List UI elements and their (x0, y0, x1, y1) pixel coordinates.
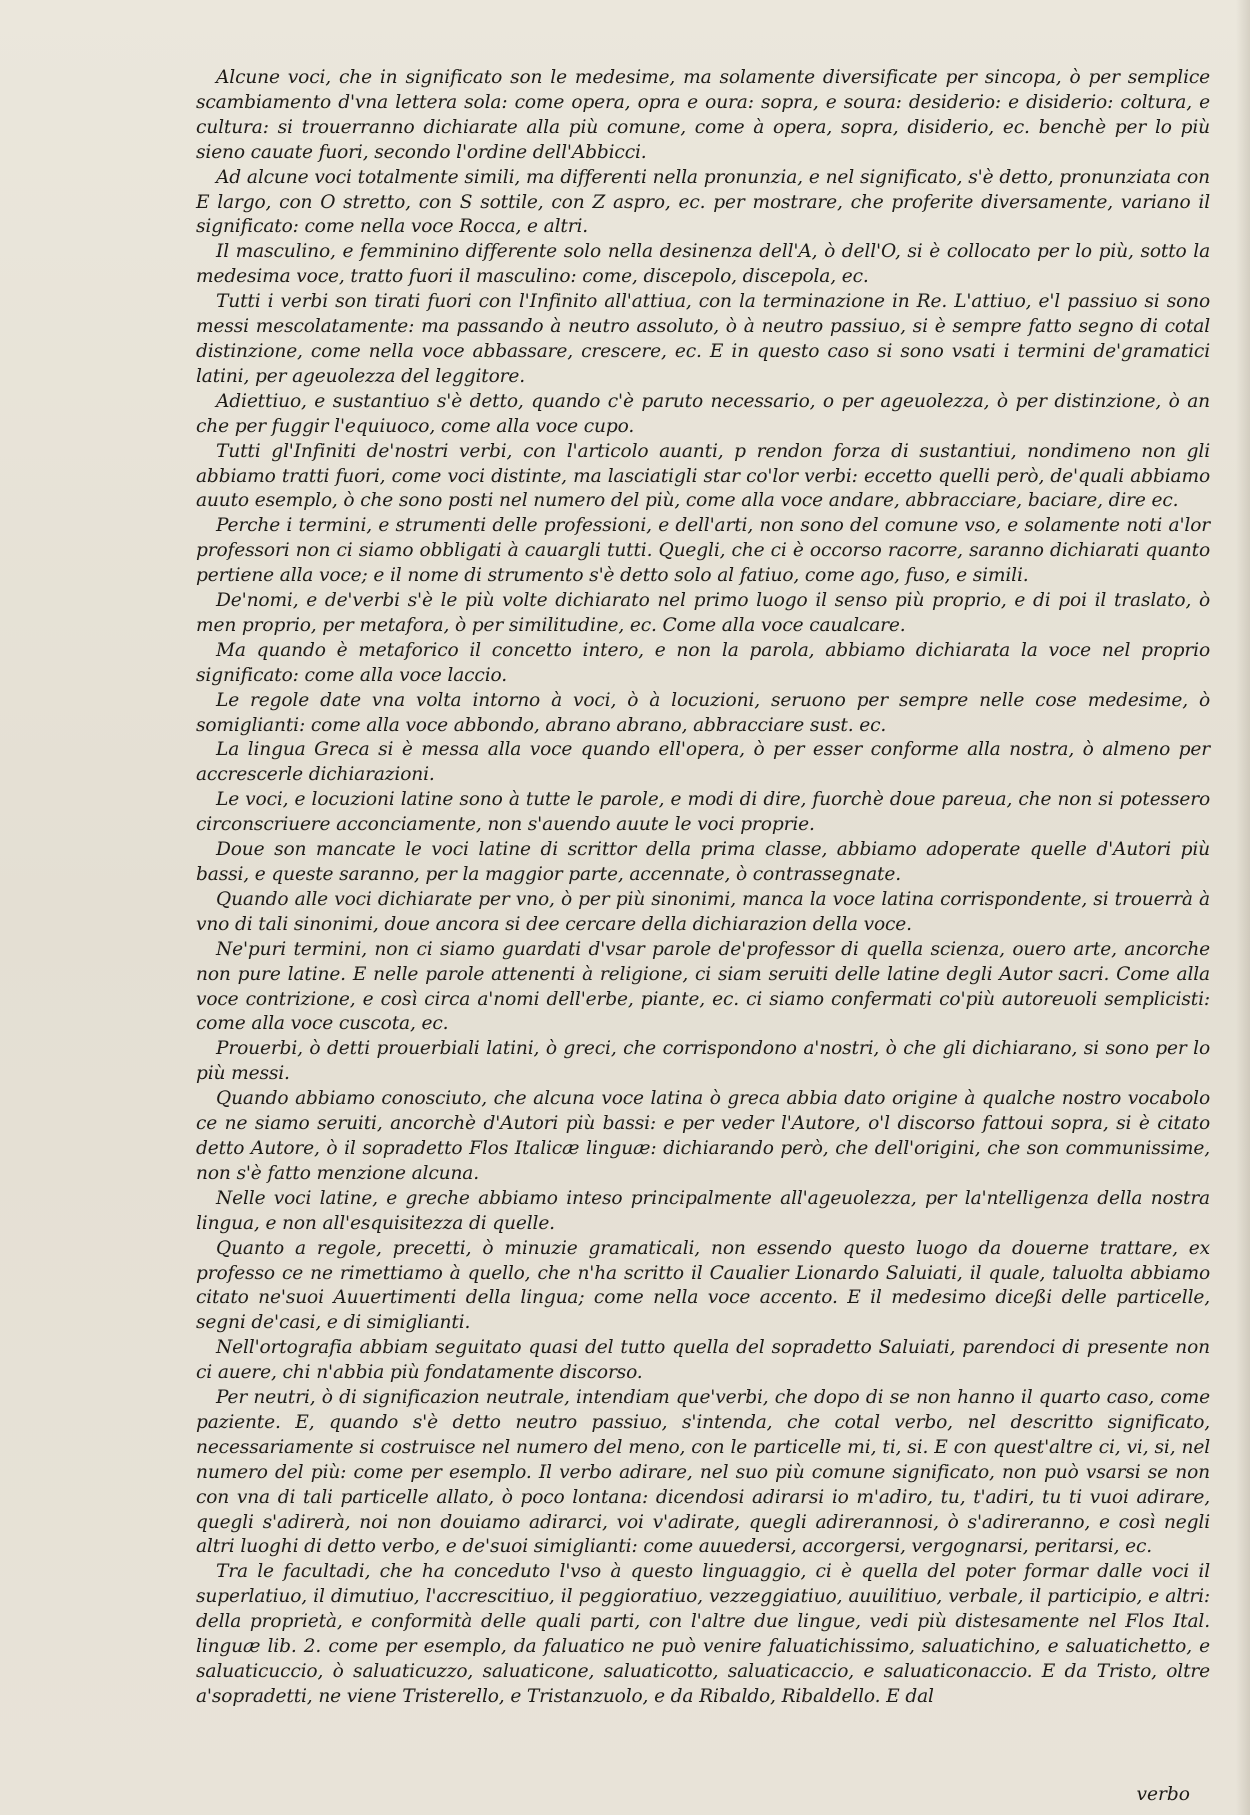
paragraph-16 (196, 1037, 1210, 1087)
paragraph-2 (196, 166, 1210, 241)
paragraph-text: Tutti gl'Infiniti de'nostri verbi, con l'articolo auanti, p rendon forza di sustantiui, nondimeno non gli abbiamo tratti fuori, come voci distinte, ma lasciatigli star co'lor verbi: eccetto quelli però, de'quali abbiamo auuto esemplo, ò che sono posti nel numero del più, come alla voce andare, abbracciare, baciare, dire ec. (196, 440, 1210, 512)
paragraph-21 (196, 1386, 1210, 1560)
paragraph-11 (196, 738, 1210, 788)
text-column (196, 66, 1210, 1710)
paragraph-13 (196, 838, 1210, 888)
catchword: verbo (1136, 1784, 1190, 1805)
paragraph-4 (196, 290, 1210, 390)
paragraph-text: Ma quando è metaforico il concetto intero, e non la parola, abbiamo dichiarata la voce nel proprio significato: come alla voce laccio. (196, 639, 1210, 686)
paragraph-text: Per neutri, ò di significazion neutrale, intendiam que'verbi, che dopo di se non hanno il quarto caso, come paziente. E, quando s'è detto neutro passiuo, s'intenda, che cotal verbo, nel descritto significato, necessariamente si costruisce nel numero del meno, con le particelle mi, ti, si. E con quest'altre ci, vi, si, nel numero del più: come per esemplo. Il verbo adirare, nel suo più comune significato, non può vsarsi se non con vna di tali particelle allato, ò poco lontana: dicendosi adirarsi io m'adiro, tu, t'adiri, tu ti vuoi adirare, quegli s'adirerà, noi non douiamo adirarci, voi v'adirate, quegli adirerannosi, ò s'adireranno, e così negli altri luoghi di detto verbo, e de'suoi simiglianti: come auuedersi, accorgersi, vergognarsi, peritarsi, ec. (196, 1387, 1210, 1558)
paragraph-text: Quanto a regole, precetti, ò minuzie gramaticali, non essendo questo luogo da douerne trattare, ex professo ce ne rimettiamo à quello, che n'ha scritto il Caualier Lionardo Saluiati, il quale, taluolta abbiamo citato ne'suoi Auuertimenti della lingua; come nella voce accento. E il medesimo diceßi delle particelle, segni de'casi, e di simiglianti. (196, 1237, 1210, 1334)
paragraph-12 (196, 788, 1210, 838)
paragraph-text: Quando abbiamo conosciuto, che alcuna voce latina ò greca abbia dato origine à qualche nostro vocabolo ce ne siamo seruiti, ancorchè d'Autori più bassi: e per veder l'Autore, o'l discorso fattoui sopra, si è citato detto Autore, ò il sopradetto Flos Italicæ linguæ: dichiarando però, che dell'origini, che son communissime, non s'è fatto menzione alcuna. (196, 1088, 1210, 1184)
paragraph-text: De'nomi, e de'verbi s'è le più volte dichiarato nel primo luogo il senso più proprio, e di poi il traslato, ò men proprio, per metafora, ò per similitudine, ec. Come alla voce caualcare. (196, 590, 1210, 636)
paragraph-18 (196, 1187, 1210, 1237)
paragraph-20 (196, 1336, 1210, 1386)
paragraph-text: Tutti i verbi son tirati fuori con l'Infinito all'attiua, con la terminazione in Re. L'attiuo, e'l passiuo si sono messi mescolatamente: ma passando à neutro assoluto, ò à neutro passiuo, si è sempre fatto segno di cotal distinzione, come nella voce abbassare, crescere, ec. E in questo caso si sono vsati i termini de'gramatici latini, per ageuolezza del leggitore. (196, 291, 1210, 387)
page-edge-shadow (1236, 0, 1250, 1815)
paragraph-14 (196, 888, 1210, 938)
paragraph-text: Le voci, e locuzioni latine sono à tutte le parole, e modi di dire, fuorchè doue pareua, che non si potessero circonscriuere acconciamente, non s'auendo auute le voci proprie. (196, 789, 1210, 836)
paragraph-6 (196, 440, 1210, 515)
paragraph-text: La lingua Greca si è messa alla voce quando ell'opera, ò per esser conforme alla nostra, ò almeno per accrescerle dichiarazioni. (196, 739, 1210, 786)
paragraph-5 (196, 390, 1210, 440)
paragraph-text: Alcune voci, che in significato son le medesime, ma solamente diversificate per sincopa, ò per semplice scambiamento d'vna lettera sola: come opera, opra e oura: sopra, e soura: desiderio: e disiderio: coltura, e cultura: si trouerranno dichiarate alla più comune, come à opera, sopra, disiderio, ec. benchè per lo più sieno cauate fuori, secondo l'ordine dell'Abbicci. (196, 67, 1210, 163)
paragraph-text: Il masculino, e femminino differente solo nella desinenza dell'A, ò dell'O, si è collocato per lo più, sotto la medesima voce, tratto fuori il masculino: come, discepolo, discepola, ec. (196, 241, 1210, 288)
paragraph-8 (196, 589, 1210, 639)
paragraph-1 (196, 66, 1210, 166)
paragraph-text: Le regole date vna volta intorno à voci, ò à locuzioni, seruono per sempre nelle cose medesime, ò somiglianti: come alla voce abbondo, abrano abrano, abbracciare sust. ec. (196, 689, 1210, 736)
paragraph-text: Nelle voci latine, e greche abbiamo inteso principalmente all'ageuolezza, per la'ntelligenza della nostra lingua, e non all'esquisitezza di quelle. (196, 1187, 1210, 1234)
paragraph-text: Ne'puri termini, non ci siamo guardati d'vsar parole de'professor di quella scienza, ouero arte, ancorche non pure latine. E nelle parole attenenti à religione, ci siam seruiti delle latine degli Autor sacri. Come alla voce contrizione, e così circa a'nomi dell'erbe, piante, ec. ci siamo confermati co'più autoreuoli semplicisti: come alla voce cuscota, ec. (196, 938, 1210, 1035)
paragraph-text: Tra le facultadi, che ha conceduto l'vso à questo linguaggio, ci è quella del poter formar dalle voci il superlatiuo, il dimutiuo, l'accrescitiuo, il peggioratiuo, vezzeggiatiuo, auuilitiuo, verbale, il participio, e altri: della proprietà, e conformità delle quali parti, con l'altre due lingue, vedi più distesamente nel Flos Ital. linguæ lib. 2. come per esemplo, da faluatico ne può venire faluatichissimo, saluatichino, e saluatichetto, e saluaticuccio, ò saluaticuzzo, saluaticone, saluaticotto, saluaticaccio, e saluaticonaccio. E da Tristo, oltre a'sopradetti, ne viene Tristerello, e Tristanzuolo, e da Ribaldo, Ribaldello. E dal (196, 1561, 1210, 1707)
paragraph-19 (196, 1237, 1210, 1337)
paragraph-15 (196, 938, 1210, 1038)
paragraph-17 (196, 1087, 1210, 1187)
paragraph-text: Quando alle voci dichiarate per vno, ò per più sinonimi, manca la voce latina corrispondente, si trouerrà à vno di tali sinonimi, doue ancora si dee cercare della dichiarazion della voce. (196, 888, 1210, 935)
paragraph-7 (196, 514, 1210, 589)
paragraph-10 (196, 689, 1210, 739)
paragraph-text: Perche i termini, e strumenti delle professioni, e dell'arti, non sono del comune vso, e solamente noti a'lor professori non ci siamo obbligati à cauargli tutti. Quegli, che ci è occorso racorre, saranno dichiarati quanto pertiene alla voce; e il nome di strumento s'è detto solo al fatiuo, come ago, fuso, e simili. (196, 515, 1210, 587)
paragraph-3 (196, 240, 1210, 290)
paragraph-text: Nell'ortografia abbiam seguitato quasi del tutto quella del sopradetto Saluiati, parendoci di presente non ci auere, chi n'abbia più fondatamente discorso. (196, 1337, 1210, 1384)
paragraph-22 (196, 1560, 1210, 1709)
paragraph-text: Adiettiuo, e sustantiuo s'è detto, quando c'è paruto necessario, o per ageuolezza, ò per distinzione, ò an che per fuggir l'equiuoco, come alla voce cupo. (196, 390, 1210, 437)
paragraph-text: Prouerbi, ò detti prouerbiali latini, ò greci, che corrispondono a'nostri, ò che gli dichiarano, si sono per lo più messi. (196, 1038, 1210, 1085)
paragraph-text: Ad alcune voci totalmente simili, ma differenti nella pronunzia, e nel significato, s'è detto, pronunziata con E largo, con O stretto, con S sottile, con Z aspro, ec. per mostrare, che proferite diversamente, variano il significato: come nella voce Rocca, e altri. (196, 166, 1210, 238)
paragraph-9 (196, 639, 1210, 689)
paragraph-text: Doue son mancate le voci latine di scrittor della prima classe, abbiamo adoperate quelle d'Autori più bassi, e queste saranno, per la maggior parte, accennate, ò contrassegnate. (196, 839, 1210, 885)
